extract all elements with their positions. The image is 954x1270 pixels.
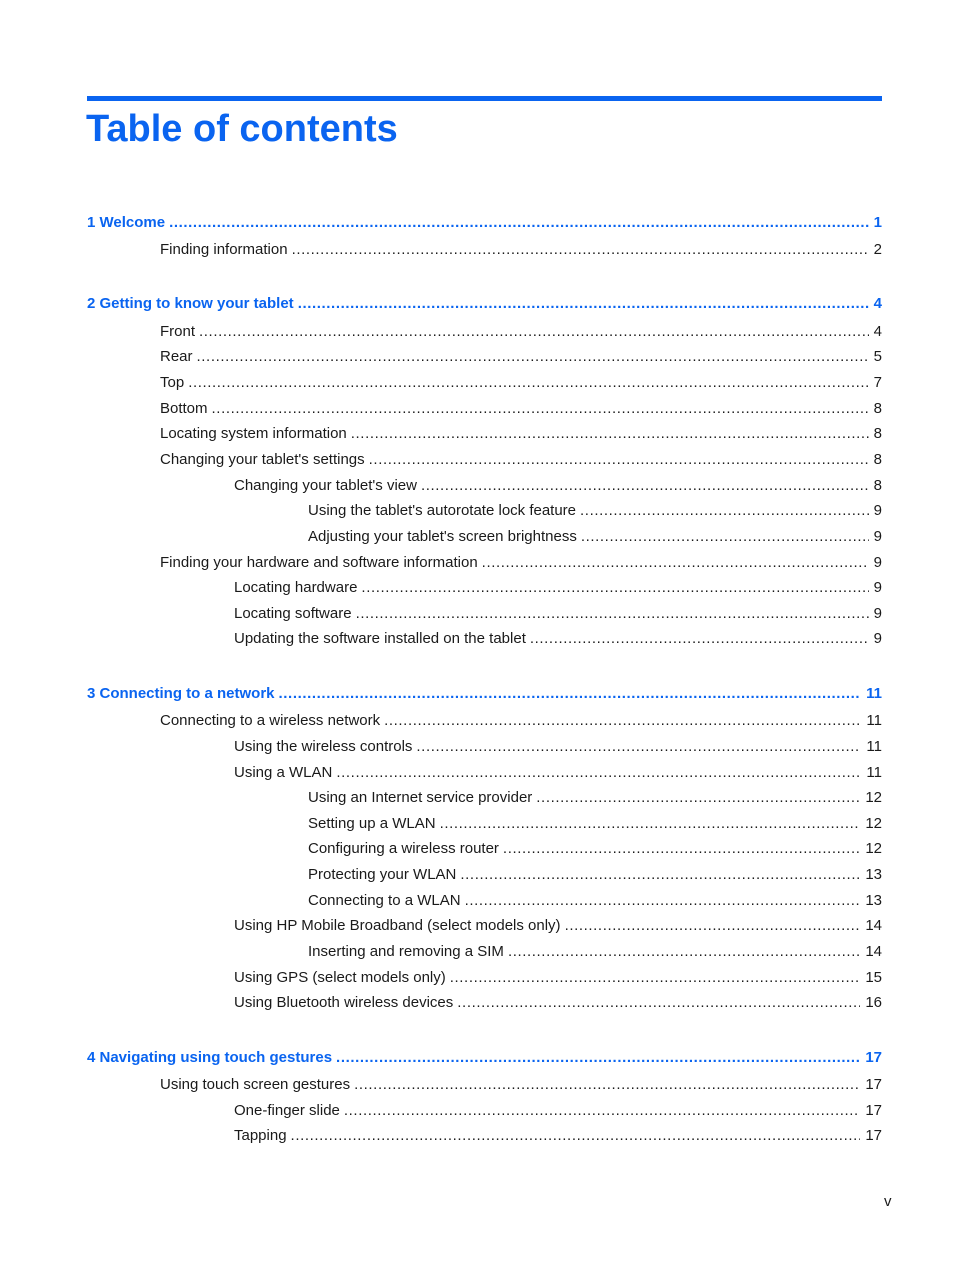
- toc-leader-dots: [279, 684, 862, 704]
- toc-entry-page: 1: [873, 214, 882, 231]
- toc-entry-label: Connecting to a wireless network: [160, 712, 381, 729]
- toc-leader-dots: [450, 968, 861, 988]
- toc-entry-page: 14: [865, 917, 882, 934]
- toc-leader-dots: [508, 942, 860, 962]
- toc-entry-page: 2: [873, 241, 882, 258]
- toc-entry[interactable]: [160, 711, 882, 731]
- toc-leader-dots: [457, 993, 860, 1013]
- toc-entry-page: 17: [865, 1076, 882, 1093]
- toc-entry-page: 17: [865, 1102, 882, 1119]
- toc-entry-page: 8: [873, 451, 882, 468]
- toc-entry[interactable]: [308, 839, 882, 859]
- toc-entry-page: 8: [873, 425, 882, 442]
- toc-entry-label: Rear: [160, 348, 193, 365]
- toc-entry[interactable]: [308, 865, 882, 885]
- toc-entry-label: Setting up a WLAN: [308, 815, 436, 832]
- toc-entry-label: Locating system information: [160, 425, 347, 442]
- toc-entry[interactable]: [160, 399, 882, 419]
- toc-entry-label: Changing your tablet's view: [234, 477, 417, 494]
- toc-entry-label: Updating the software installed on the tablet: [234, 630, 526, 647]
- toc-entry-label: One-finger slide: [234, 1102, 340, 1119]
- toc-entry[interactable]: [160, 553, 882, 573]
- toc-entry-label: Finding information: [160, 241, 288, 258]
- toc-entry[interactable]: [160, 240, 882, 260]
- toc-entry-page: 4: [873, 323, 882, 340]
- toc-entry[interactable]: [234, 993, 882, 1013]
- toc-entry-label: Top: [160, 374, 185, 391]
- toc-entry-label: Finding your hardware and software information: [160, 554, 478, 571]
- toc-entry-page: 15: [865, 969, 882, 986]
- toc-entry[interactable]: [234, 578, 882, 598]
- toc-entry-page: 12: [865, 789, 882, 806]
- toc-entry[interactable]: [160, 347, 882, 367]
- toc-entry-page: 9: [873, 528, 882, 545]
- toc-entry-page: 8: [873, 477, 882, 494]
- toc-entry-label: 2 Getting to know your tablet: [87, 295, 294, 312]
- toc-entry[interactable]: [234, 737, 882, 757]
- toc-leader-dots: [416, 737, 861, 757]
- toc-entry-page: 13: [865, 866, 882, 883]
- toc-entry[interactable]: [308, 788, 882, 808]
- toc-leader-dots: [465, 891, 861, 911]
- toc-entry-page: 9: [873, 502, 882, 519]
- toc-leader-dots: [169, 213, 869, 233]
- toc-entry-page: 11: [866, 712, 882, 729]
- toc-entry[interactable]: [234, 1126, 882, 1146]
- toc-entry[interactable]: [308, 891, 882, 911]
- toc-entry[interactable]: [160, 373, 882, 393]
- toc-leader-dots: [530, 629, 869, 649]
- toc-leader-dots: [536, 788, 860, 808]
- toc-entry-label: Changing your tablet's settings: [160, 451, 365, 468]
- toc-entry-label: Connecting to a WLAN: [308, 892, 461, 909]
- toc-entry[interactable]: [234, 629, 882, 649]
- toc-entry-page: 9: [873, 554, 882, 571]
- toc-entry-label: Using HP Mobile Broadband (select models only): [234, 917, 561, 934]
- toc-entry-label: Using touch screen gestures: [160, 1076, 351, 1093]
- toc-entry-page: 9: [873, 579, 882, 596]
- toc-entry-label: Tapping: [234, 1127, 287, 1144]
- toc-entry-page: 17: [865, 1049, 882, 1066]
- toc-entry-label: Front: [160, 323, 196, 340]
- toc-entry-page: 9: [873, 605, 882, 622]
- toc-entry-label: Inserting and removing a SIM: [308, 943, 504, 960]
- toc-entry[interactable]: [308, 814, 882, 834]
- toc-entry[interactable]: [160, 424, 882, 444]
- toc-entry-page: 11: [866, 764, 882, 781]
- toc-entry-page: 12: [865, 815, 882, 832]
- toc-chapter-entry[interactable]: [87, 684, 882, 704]
- toc-chapter-entry[interactable]: [87, 1048, 882, 1068]
- toc-entry-page: 5: [873, 348, 882, 365]
- toc-entry[interactable]: [160, 1075, 882, 1095]
- toc-entry-label: Using Bluetooth wireless devices: [234, 994, 454, 1011]
- toc-entry-label: Adjusting your tablet's screen brightness: [308, 528, 577, 545]
- toc-leader-dots: [197, 347, 869, 367]
- toc-entry[interactable]: [234, 968, 882, 988]
- toc-entry-page: 11: [866, 685, 882, 702]
- toc-leader-dots: [361, 578, 868, 598]
- toc-entry-label: Locating software: [234, 605, 352, 622]
- toc-leader-dots: [199, 322, 869, 342]
- toc-leader-dots: [384, 711, 861, 731]
- toc-leader-dots: [298, 294, 869, 314]
- toc-entry-page: 11: [866, 738, 882, 755]
- toc-entry-label: 4 Navigating using touch gestures: [87, 1049, 333, 1066]
- toc-chapter-entry[interactable]: [87, 213, 882, 233]
- toc-leader-dots: [336, 763, 861, 783]
- toc-entry[interactable]: [160, 450, 882, 470]
- toc-leader-dots: [581, 527, 869, 547]
- toc-leader-dots: [351, 424, 869, 444]
- toc-entry-page: 13: [865, 892, 882, 909]
- toc-leader-dots: [565, 916, 861, 936]
- toc-entry-label: Locating hardware: [234, 579, 358, 596]
- toc-entry-label: 1 Welcome: [87, 214, 166, 231]
- toc-entry[interactable]: [308, 942, 882, 962]
- page-number: v: [884, 1193, 892, 1210]
- toc-entry[interactable]: [308, 527, 882, 547]
- toc-leader-dots: [188, 373, 868, 393]
- toc-entry-label: Configuring a wireless router: [308, 840, 499, 857]
- toc-leader-dots: [482, 553, 869, 573]
- toc-entry-label: Using the wireless controls: [234, 738, 413, 755]
- toc-leader-dots: [354, 1075, 860, 1095]
- toc-entry-label: Using an Internet service provider: [308, 789, 533, 806]
- toc-entry-label: Using GPS (select models only): [234, 969, 446, 986]
- toc-entry[interactable]: [234, 916, 882, 936]
- toc-entry-page: 4: [873, 295, 882, 312]
- toc-leader-dots: [356, 604, 869, 624]
- toc-entry[interactable]: [308, 501, 882, 521]
- toc-entry-label: Using the tablet's autorotate lock feature: [308, 502, 577, 519]
- toc-leader-dots: [440, 814, 861, 834]
- toc-entry[interactable]: [234, 763, 882, 783]
- toc-entry-page: 7: [873, 374, 882, 391]
- toc-entry-label: Using a WLAN: [234, 764, 333, 781]
- toc-chapter-entry[interactable]: [87, 294, 882, 314]
- toc-leader-dots: [212, 399, 869, 419]
- toc-leader-dots: [369, 450, 869, 470]
- toc-entry-page: 12: [865, 840, 882, 857]
- toc-entry[interactable]: [160, 322, 882, 342]
- page-title: Table of contents: [86, 108, 398, 150]
- toc-entry[interactable]: [234, 1101, 882, 1121]
- toc-entry-page: 16: [865, 994, 882, 1011]
- toc-entry[interactable]: [234, 476, 882, 496]
- toc-entry[interactable]: [234, 604, 882, 624]
- toc-entry-page: 9: [873, 630, 882, 647]
- toc-entry-page: 8: [873, 400, 882, 417]
- toc-entry-page: 17: [865, 1127, 882, 1144]
- toc-entry-label: Protecting your WLAN: [308, 866, 457, 883]
- toc-leader-dots: [344, 1101, 860, 1121]
- toc-entry-page: 14: [865, 943, 882, 960]
- toc-entry-label: Bottom: [160, 400, 208, 417]
- toc-leader-dots: [460, 865, 860, 885]
- toc-leader-dots: [292, 240, 869, 260]
- toc-leader-dots: [503, 839, 860, 859]
- toc-entry-label: 3 Connecting to a network: [87, 685, 275, 702]
- toc-leader-dots: [291, 1126, 861, 1146]
- toc-leader-dots: [336, 1048, 860, 1068]
- toc-leader-dots: [580, 501, 869, 521]
- toc-leader-dots: [421, 476, 869, 496]
